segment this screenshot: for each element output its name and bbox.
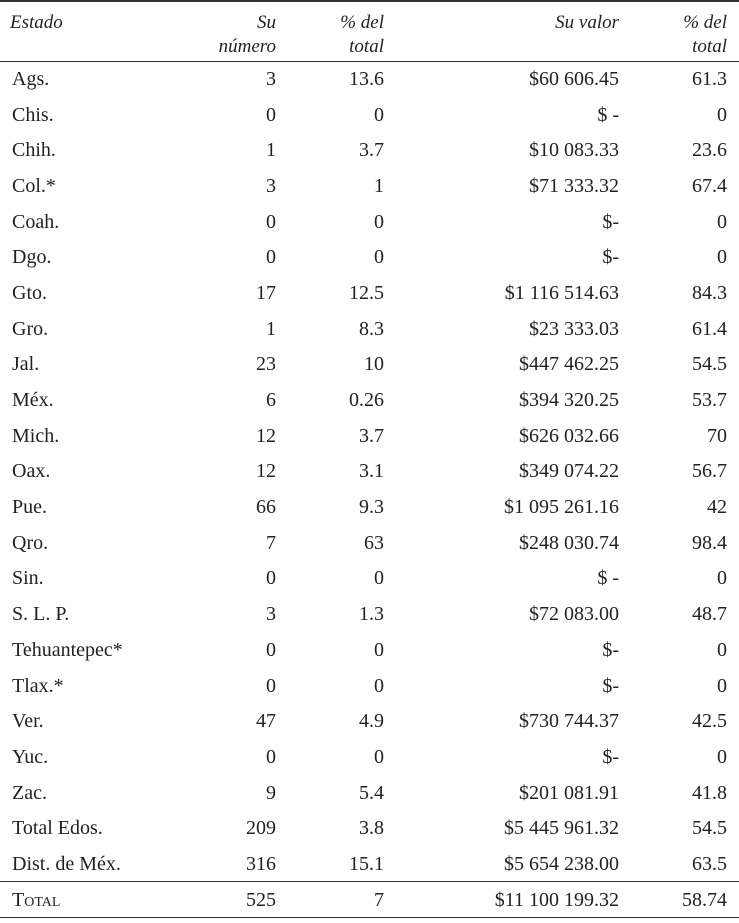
cell-estado: Gro. [12, 317, 49, 340]
cell-su-valor: $1 116 514.63 [504, 281, 619, 304]
header-row [0, 1, 739, 61]
cell-su-numero: 209 [246, 817, 276, 840]
cell-pct-total: 9.3 [359, 496, 384, 519]
cell-su-numero: 66 [256, 496, 276, 519]
header-estado-label: Estado [10, 12, 63, 33]
table-row [0, 632, 739, 668]
cell-pct-total: 0 [374, 745, 384, 768]
header-pct-total-b [631, 1, 739, 61]
cell-estado: Dgo. [12, 246, 52, 269]
table-row [0, 739, 739, 775]
cell-su-valor: $72 083.00 [529, 603, 619, 626]
cell-pct-total: 0 [374, 103, 384, 126]
cell-su-valor: $- [602, 638, 619, 661]
cell-pct-total-b: 61.3 [692, 68, 727, 91]
cell-estado: Méx. [12, 389, 54, 412]
header-pct-total-line2: total [349, 36, 384, 57]
cell-su-numero: 1 [266, 317, 276, 340]
cell-estado: Tlax.* [12, 674, 64, 697]
cell-pct-total: 4.9 [359, 710, 384, 733]
cell-pct-total: 1.3 [359, 603, 384, 626]
cell-su-valor: $- [602, 745, 619, 768]
cell-pct-total-b: 61.4 [692, 317, 727, 340]
table-row [0, 846, 739, 882]
table-row [0, 132, 739, 168]
cell-su-numero: 0 [266, 745, 276, 768]
table-row [0, 454, 739, 490]
header-su-numero [210, 1, 288, 61]
cell-estado: S. L. P. [12, 603, 70, 626]
table-row [0, 596, 739, 632]
table-row [0, 418, 739, 454]
header-su-valor [396, 1, 631, 61]
cell-pct-total: 3.8 [359, 817, 384, 840]
cell-su-valor: $1 095 261.16 [504, 496, 619, 519]
table-row [0, 61, 739, 97]
cell-pct-total: 15.1 [349, 852, 384, 875]
cell-estado: Yuc. [12, 745, 49, 768]
cell-su-valor: $248 030.74 [519, 531, 619, 554]
table-row-total [0, 882, 739, 918]
cell-su-numero: 3 [266, 174, 276, 197]
cell-pct-total: 13.6 [349, 68, 384, 91]
cell-pct-total: 0 [374, 567, 384, 590]
cell-estado: Chih. [12, 139, 56, 162]
table-row [0, 810, 739, 846]
cell-estado: Col.* [12, 174, 56, 197]
table-row [0, 239, 739, 275]
cell-su-valor: $10 083.33 [529, 139, 619, 162]
table-row [0, 204, 739, 240]
cell-su-valor: $447 462.25 [519, 353, 619, 376]
cell-pct-total: 7 [288, 882, 396, 918]
cell-pct-total-b: 0 [717, 745, 727, 768]
cell-pct-total-b: 0 [717, 103, 727, 126]
cell-pct-total: 3.7 [359, 424, 384, 447]
cell-su-valor: $11 100 199.32 [396, 882, 631, 918]
cell-estado: Pue. [12, 496, 47, 519]
cell-su-valor: $60 606.45 [529, 68, 619, 91]
cell-pct-total-b: 84.3 [692, 281, 727, 304]
cell-pct-total-b: 98.4 [692, 531, 727, 554]
cell-su-numero: 0 [266, 103, 276, 126]
cell-pct-total: 10 [364, 353, 384, 376]
cell-su-valor: $5 654 238.00 [504, 852, 619, 875]
cell-estado: Ver. [12, 710, 44, 733]
cell-su-valor: $349 074.22 [519, 460, 619, 483]
cell-su-numero: 7 [266, 531, 276, 554]
cell-su-numero: 1 [266, 139, 276, 162]
cell-su-numero: 9 [266, 781, 276, 804]
cell-estado: Total [0, 882, 210, 918]
table-row [0, 275, 739, 311]
cell-pct-total: 12.5 [349, 281, 384, 304]
table-row [0, 703, 739, 739]
cell-pct-total: 0 [374, 674, 384, 697]
table-row [0, 489, 739, 525]
table-row [0, 97, 739, 133]
table-row [0, 311, 739, 347]
cell-pct-total-b: 63.5 [692, 852, 727, 875]
cell-pct-total-b: 0 [717, 674, 727, 697]
cell-pct-total-b: 0 [717, 567, 727, 590]
cell-pct-total-b: 23.6 [692, 139, 727, 162]
cell-pct-total-b: 54.5 [692, 353, 727, 376]
cell-estado: Jal. [12, 353, 40, 376]
cell-su-valor: $71 333.32 [529, 174, 619, 197]
cell-pct-total-b: 0 [717, 246, 727, 269]
header-su-valor-label: Su valor [555, 12, 619, 33]
cell-pct-total-b: 48.7 [692, 603, 727, 626]
cell-su-valor: $626 032.66 [519, 424, 619, 447]
cell-su-numero: 0 [266, 638, 276, 661]
cell-su-valor: $730 744.37 [519, 710, 619, 733]
cell-su-numero: 3 [266, 68, 276, 91]
cell-estado: Mich. [12, 424, 60, 447]
header-su-numero-line1: Su [257, 12, 276, 33]
cell-estado: Qro. [12, 531, 49, 554]
table-row [0, 168, 739, 204]
cell-pct-total-b: 56.7 [692, 460, 727, 483]
cell-pct-total-b: 42 [707, 496, 727, 519]
cell-pct-total: 0.26 [349, 389, 384, 412]
cell-su-valor: $394 320.25 [519, 389, 619, 412]
cell-su-numero: 316 [246, 852, 276, 875]
table-body [0, 61, 739, 918]
table-row [0, 775, 739, 811]
cell-pct-total-b: 0 [717, 638, 727, 661]
cell-su-numero: 0 [266, 246, 276, 269]
table-header [0, 1, 739, 61]
cell-su-numero: 525 [210, 882, 288, 918]
cell-su-numero: 6 [266, 389, 276, 412]
cell-su-numero: 12 [256, 460, 276, 483]
cell-pct-total-b: 70 [707, 424, 727, 447]
cell-su-numero: 0 [266, 210, 276, 233]
cell-estado: Zac. [12, 781, 47, 804]
cell-pct-total-b: 41.8 [692, 781, 727, 804]
cell-su-numero: 47 [256, 710, 276, 733]
cell-pct-total: 3.7 [359, 139, 384, 162]
cell-estado: Total Edos. [12, 817, 103, 840]
cell-su-numero: 0 [266, 567, 276, 590]
header-pct-total [288, 1, 396, 61]
cell-su-valor: $5 445 961.32 [504, 817, 619, 840]
cell-estado: Dist. de Méx. [12, 852, 121, 875]
cell-pct-total: 3.1 [359, 460, 384, 483]
cell-su-valor: $ - [597, 103, 619, 126]
header-pct-total-b-line1: % del [683, 12, 727, 33]
cell-su-valor: $23 333.03 [529, 317, 619, 340]
table-row [0, 347, 739, 383]
header-su-numero-line2: número [218, 36, 276, 57]
cell-su-valor: $ - [597, 567, 619, 590]
cell-estado: Chis. [12, 103, 54, 126]
cell-pct-total-b: 42.5 [692, 710, 727, 733]
cell-pct-total: 0 [374, 638, 384, 661]
cell-pct-total-b: 54.5 [692, 817, 727, 840]
table-row [0, 525, 739, 561]
cell-estado: Sin. [12, 567, 44, 590]
cell-su-numero: 17 [256, 281, 276, 304]
cell-estado: Ags. [12, 68, 50, 91]
header-pct-total-line1: % del [340, 12, 384, 33]
cell-su-numero: 0 [266, 674, 276, 697]
cell-estado: Gto. [12, 281, 47, 304]
cell-su-valor: $- [602, 674, 619, 697]
cell-su-valor: $- [602, 246, 619, 269]
cell-su-valor: $201 081.91 [519, 781, 619, 804]
cell-estado: Coah. [12, 210, 60, 233]
cell-pct-total: 1 [374, 174, 384, 197]
cell-su-numero: 23 [256, 353, 276, 376]
table-row [0, 382, 739, 418]
header-estado [0, 1, 210, 61]
cell-pct-total: 5.4 [359, 781, 384, 804]
table-row [0, 668, 739, 704]
cell-pct-total: 63 [364, 531, 384, 554]
header-pct-total-b-line2: total [692, 36, 727, 57]
cell-pct-total-b: 53.7 [692, 389, 727, 412]
cell-estado: Oax. [12, 460, 51, 483]
cell-estado: Tehuantepec* [12, 638, 123, 661]
cell-su-valor: $- [602, 210, 619, 233]
cell-pct-total-b: 58.74 [631, 882, 739, 918]
cell-pct-total: 0 [374, 210, 384, 233]
table-row [0, 561, 739, 597]
cell-pct-total: 0 [374, 246, 384, 269]
cell-pct-total-b: 0 [717, 210, 727, 233]
cell-pct-total: 8.3 [359, 317, 384, 340]
cell-su-numero: 12 [256, 424, 276, 447]
cell-pct-total-b: 67.4 [692, 174, 727, 197]
cell-su-numero: 3 [266, 603, 276, 626]
